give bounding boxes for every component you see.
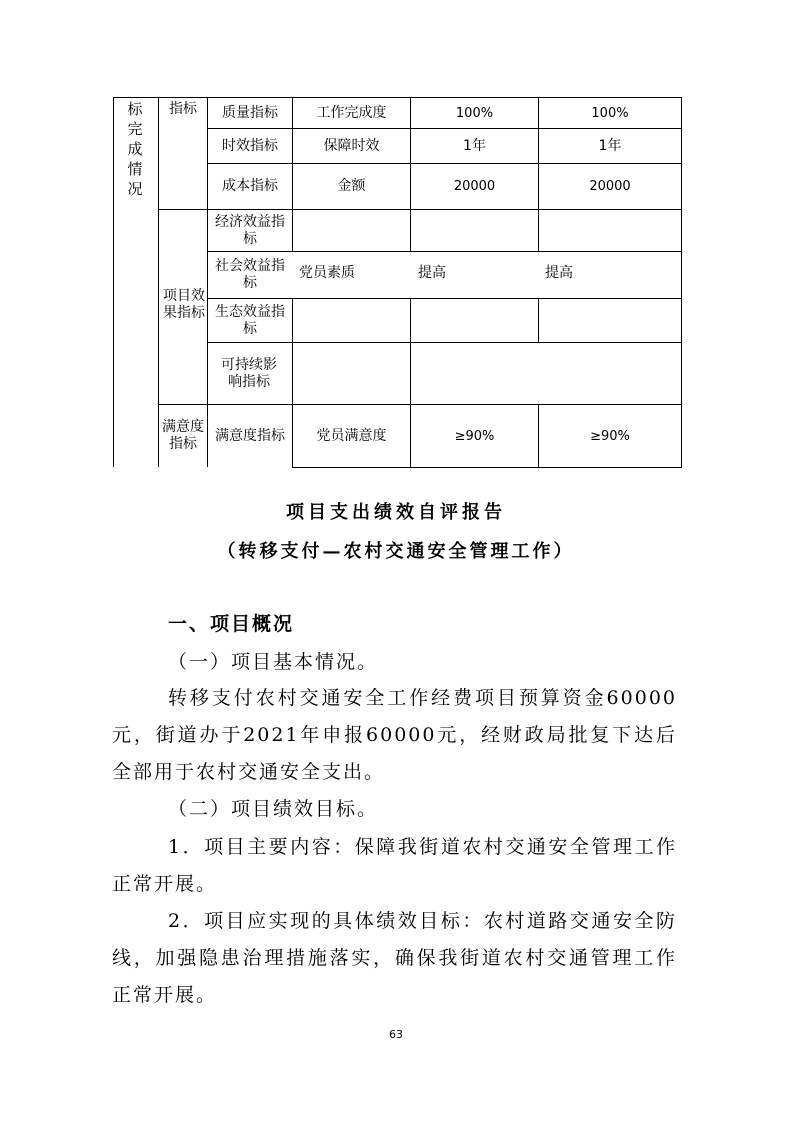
report-title: 项目支出绩效自评报告: [286, 502, 506, 523]
row-item: 保障时效: [323, 137, 380, 154]
cost-indicator: 成本指标: [222, 178, 278, 194]
row-item: 工作完成度: [316, 104, 387, 121]
paragraph: 2．项目应实现的具体绩效目标：农村道路交通安全防线，加强隐患治理措施落实，确保我街道农村交通管理工作正常开展。: [112, 910, 677, 1006]
table-border: [113, 97, 114, 467]
economic-benefit-indicator: 经济效益指标: [215, 213, 285, 247]
project-effect-label: 项目效果指标: [163, 288, 205, 321]
row-item: 党员满意度: [316, 427, 387, 444]
table-border: [681, 97, 682, 467]
table-border: [292, 298, 293, 404]
subsection-heading: （一）项目基本情况。: [168, 651, 379, 673]
table-border: [538, 298, 539, 342]
table-border: [292, 467, 682, 468]
row-actual: 提高: [545, 264, 573, 281]
row-actual: 100%: [591, 105, 629, 121]
page-number: 63: [389, 1028, 403, 1041]
row-target: ≥90%: [454, 428, 495, 444]
ecological-benefit-indicator: 生态效益指标: [215, 303, 285, 337]
row-target: 1年: [463, 137, 486, 154]
quality-indicator: 质量指标: [222, 104, 278, 121]
row-item: 党员素质: [299, 264, 355, 281]
indicator-group-label: 指标: [169, 100, 197, 117]
row-target: 20000: [453, 179, 496, 194]
row-actual: ≥90%: [590, 428, 630, 444]
table-border: [158, 97, 159, 467]
completion-status-label: 标完成情况: [127, 100, 143, 198]
row-actual: 1年: [598, 137, 622, 154]
row-target: 提高: [418, 264, 446, 281]
satisfaction-indicator: 满意度指标: [215, 427, 285, 444]
paragraph: 转移支付农村交通安全工作经费项目预算资金60000元，街道办于2021年申报60000元，经财政局批复下达后全部用于农村交通安全支出。: [112, 687, 677, 783]
row-actual: 20000: [589, 179, 631, 194]
row-target: 100%: [455, 105, 494, 121]
social-benefit-indicator: 社会效益指标: [215, 258, 285, 291]
table-border: [410, 298, 411, 404]
paragraph: 1．项目主要内容：保障我街道农村交通安全管理工作正常开展。: [112, 836, 677, 895]
timeliness-indicator: 时效指标: [222, 137, 278, 154]
sustainable-impact-indicator: 可持续影响指标: [221, 356, 277, 390]
row-item: 金额: [337, 178, 366, 194]
section-heading: 一、项目概况: [168, 613, 295, 635]
subsection-heading: （二）项目绩效目标。: [168, 798, 379, 820]
report-subtitle: （转移支付—农村交通安全管理工作）: [217, 541, 575, 562]
satisfaction-group-label: 满意度指标: [162, 419, 204, 452]
